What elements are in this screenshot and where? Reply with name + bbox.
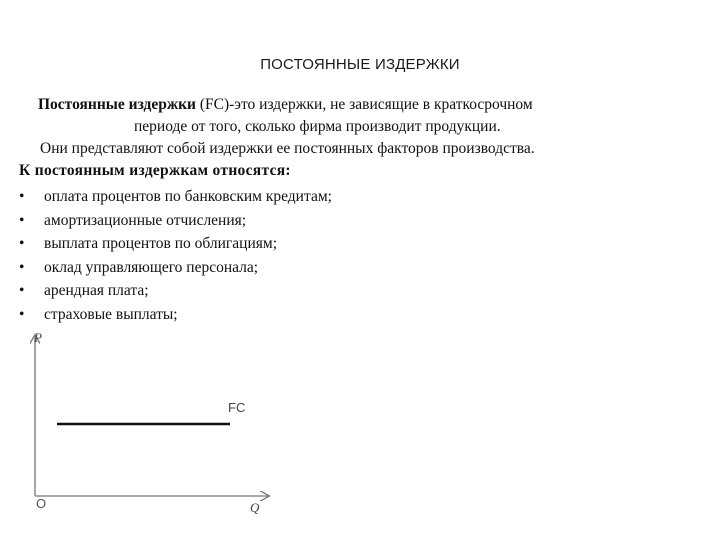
y-axis-label: P [34,330,42,345]
bullet-icon: • [19,211,25,229]
fc-line-label: FC [228,400,246,415]
definition-text: (FC)-это издержки, не зависящие в краткосрочном [195,96,533,113]
list-item-text: оплата процентов по банковским кредитам; [44,188,332,205]
definition-term: Постоянные издержки [38,96,196,113]
list-item [19,232,332,256]
definition-line-2: периоде от того, сколько фирма производит продукции. [134,118,501,135]
bullet-icon: • [19,188,25,205]
fixed-costs-list [19,185,332,327]
list-heading: К постоянным издержкам относятся: [19,162,291,179]
list-item-text: оклад управляющего персонала; [44,258,259,276]
explanation-text: Они представляют собой издержки ее постоянных факторов производства. [40,140,535,157]
list-item [19,185,332,209]
list-item [19,303,332,327]
list-item [19,256,332,280]
bullet-icon: • [19,305,25,323]
list-item [19,279,332,303]
x-axis-label: Q [250,500,260,515]
bullet-icon: • [19,235,25,253]
slide-title: ПОСТОЯННЫЕ ИЗДЕРЖКИ [260,56,460,73]
origin-label: O [36,496,47,511]
list-item-text: амортизационные отчисления; [44,211,247,229]
list-item-text: страховые выплаты; [44,305,178,323]
list-item-text: выплата процентов по облигациям; [44,235,278,253]
list-item [19,209,332,233]
list-item-text: арендная плата; [44,282,149,300]
definition-line-1 [38,94,533,116]
bullet-icon: • [19,282,25,300]
fixed-cost-graph [25,328,285,528]
bullet-icon: • [19,258,25,276]
